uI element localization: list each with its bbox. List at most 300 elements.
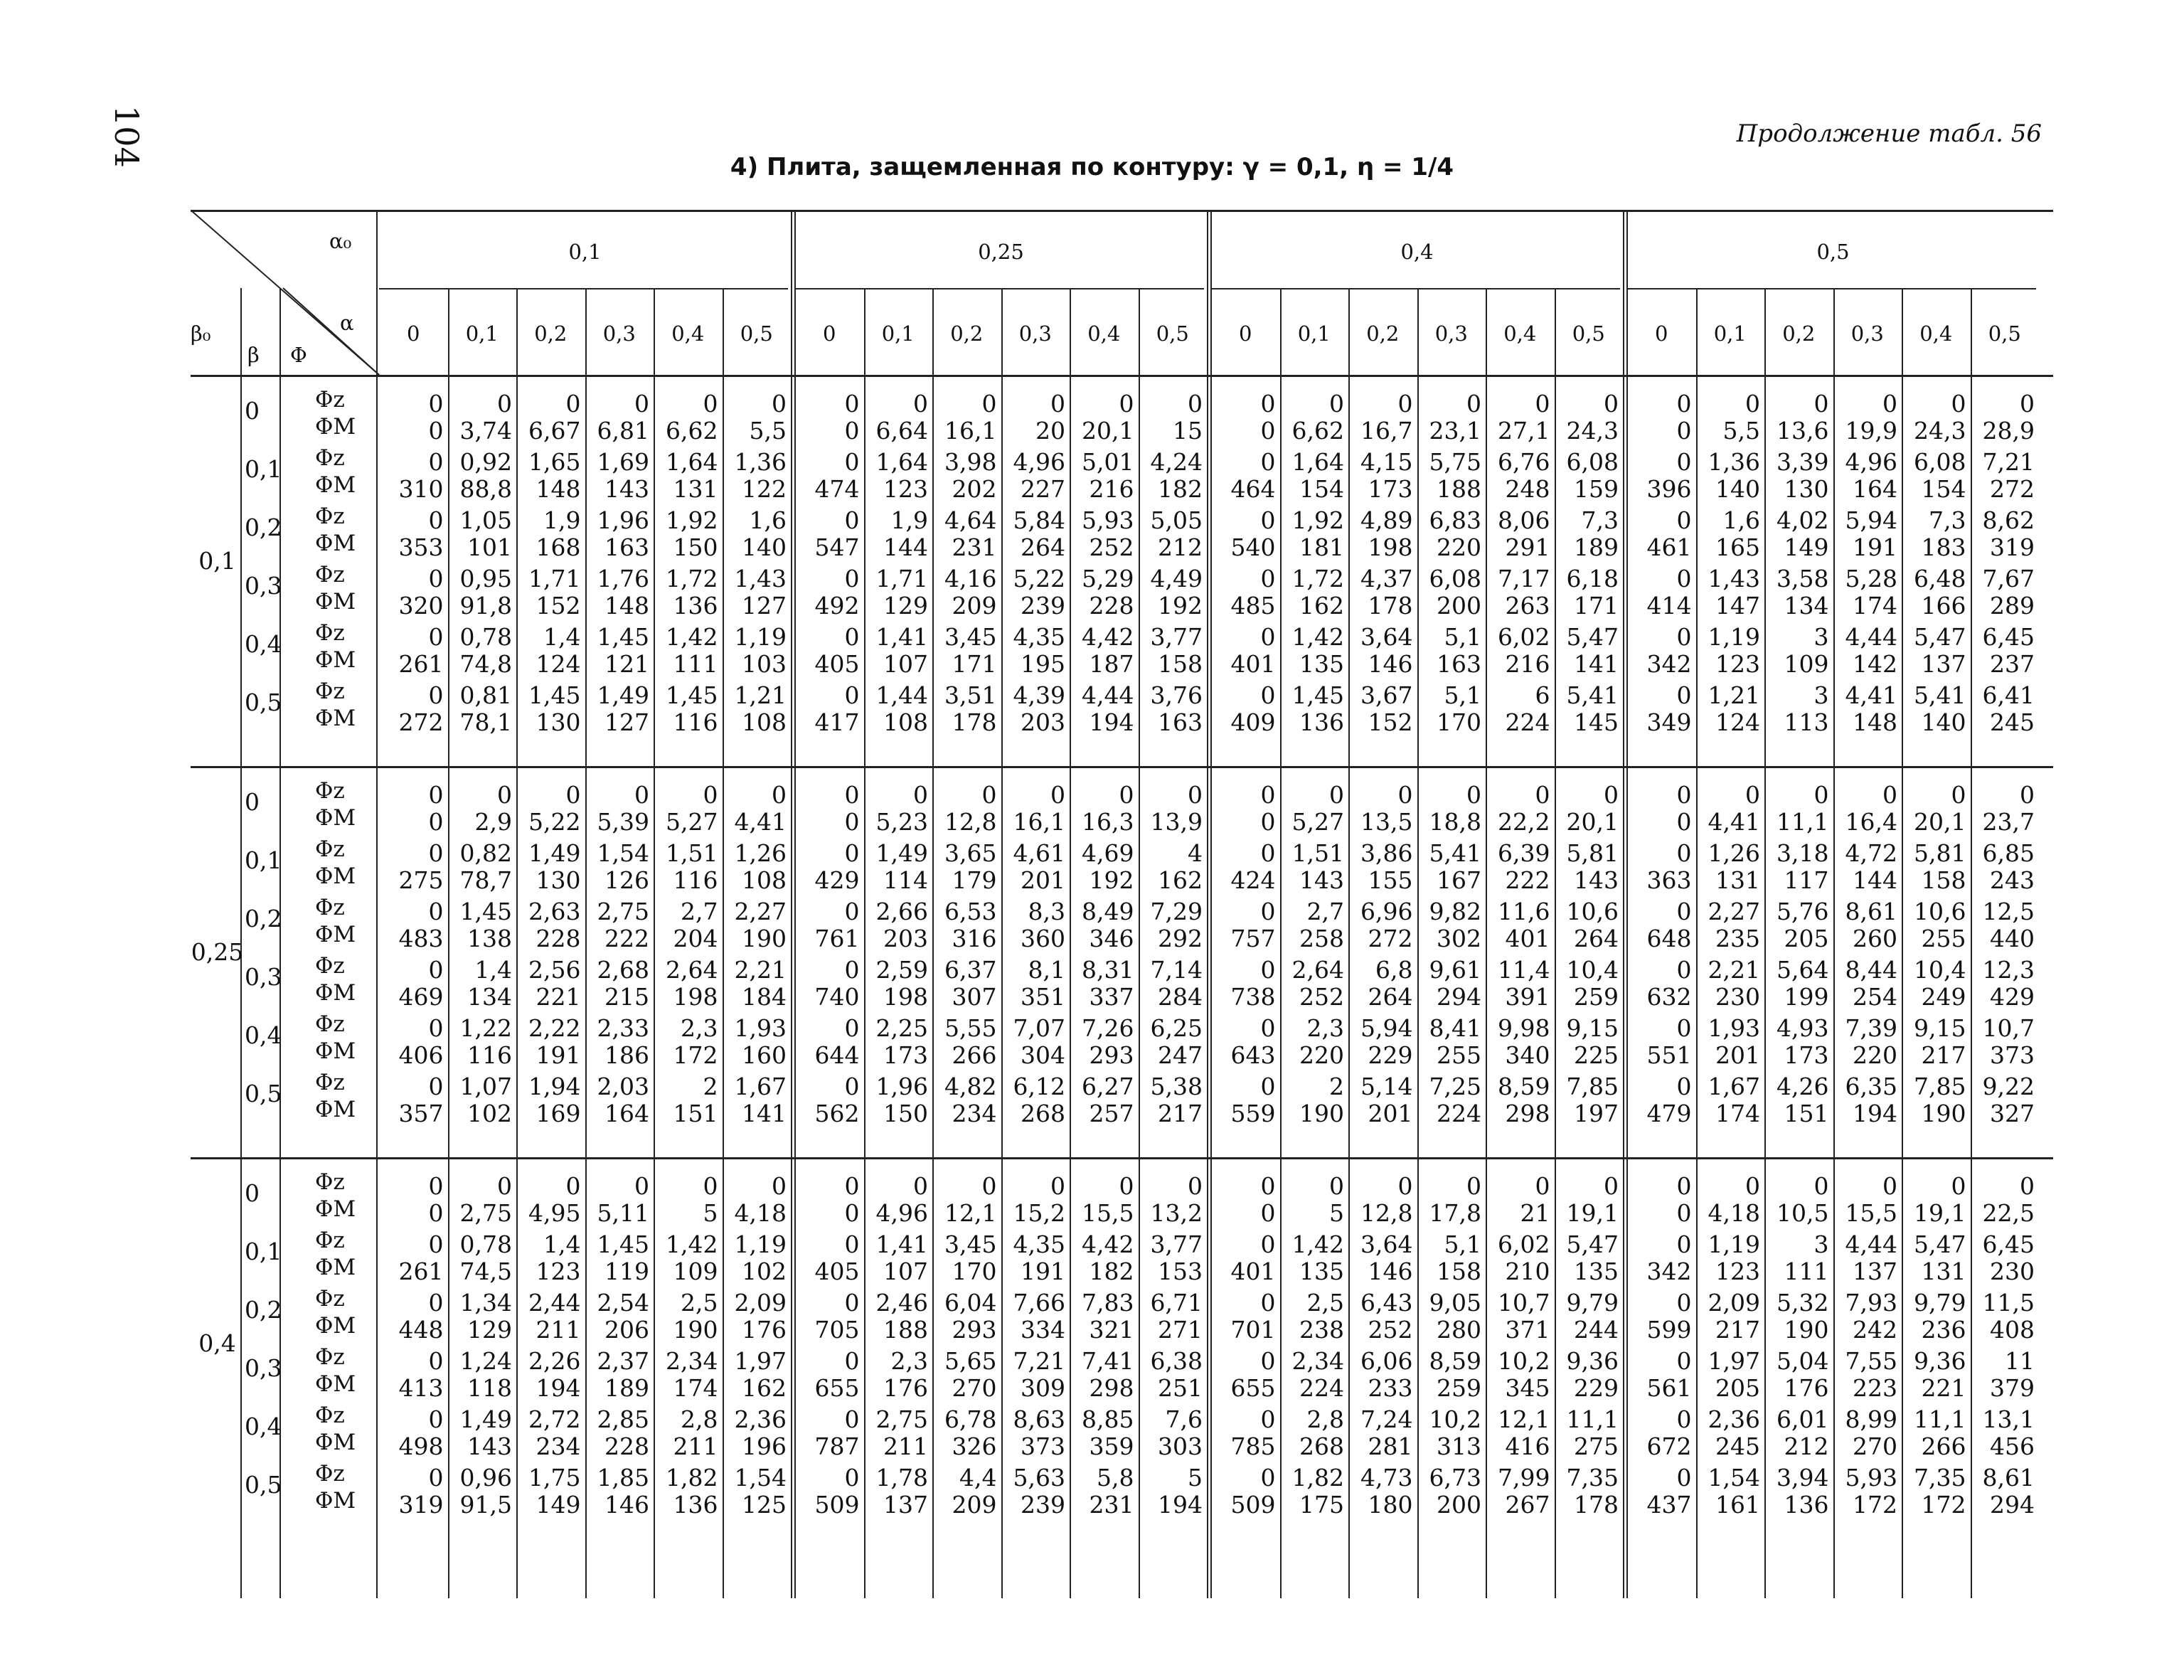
cell-phi-m: 146 — [1368, 650, 1413, 678]
cell-phi-z: 0,81 — [459, 681, 512, 709]
cell-phi-m: 143 — [1299, 866, 1344, 894]
cell-phi-z: 7,24 — [1360, 1405, 1413, 1433]
cell-phi-m: 144 — [883, 533, 928, 561]
cell-phi-z: 0 — [428, 681, 444, 709]
cell-phi-m: 114 — [883, 866, 928, 894]
cell-phi-m: 242 — [1853, 1316, 1897, 1344]
cell-phi-m: 233 — [1368, 1374, 1413, 1402]
cell-phi-m: 127 — [604, 708, 649, 736]
cell-phi-z: 4,42 — [1082, 623, 1134, 651]
phi-z-label: Φz — [315, 679, 345, 704]
cell-phi-m: 136 — [1784, 1491, 1829, 1519]
cell-phi-z: 1,94 — [528, 1073, 581, 1100]
cell-phi-z: 4,4 — [959, 1464, 997, 1492]
cell-phi-z: 5,47 — [1914, 623, 1966, 651]
cell-phi-z: 0 — [1604, 390, 1619, 418]
alpha-value: 0,4 — [671, 321, 705, 346]
cell-phi-m: 4,95 — [528, 1199, 581, 1227]
cell-phi-z: 1,76 — [597, 565, 649, 592]
cell-phi-m: 152 — [536, 592, 581, 620]
cell-phi-m: 263 — [1505, 592, 1550, 620]
rule-line — [448, 288, 449, 1598]
cell-phi-z: 5,81 — [1914, 839, 1966, 867]
phi-z-label: Φz — [315, 620, 345, 646]
rule-line — [1211, 288, 1620, 289]
cell-phi-z: 0,95 — [459, 565, 512, 592]
cell-phi-m: 212 — [1158, 533, 1203, 561]
cell-phi-z: 2,26 — [528, 1347, 581, 1375]
cell-phi-z: 0 — [772, 390, 787, 418]
cell-phi-m: 291 — [1505, 533, 1550, 561]
cell-phi-z: 0 — [565, 781, 581, 809]
cell-phi-m: 91,8 — [459, 592, 512, 620]
cell-phi-z: 6,43 — [1360, 1289, 1413, 1317]
cell-phi-z: 9,05 — [1429, 1289, 1481, 1317]
cell-phi-z: 0 — [1535, 781, 1550, 809]
cell-phi-m: 211 — [536, 1316, 581, 1344]
cell-phi-z: 0 — [844, 956, 860, 984]
cell-phi-z: 0 — [428, 898, 444, 925]
cell-phi-m: 151 — [1784, 1100, 1829, 1127]
cell-phi-z: 0 — [913, 781, 928, 809]
cell-phi-z: 1,45 — [459, 898, 512, 925]
cell-phi-z: 1,54 — [597, 839, 649, 867]
cell-phi-z: 7,66 — [1013, 1289, 1065, 1317]
cell-phi-m: 108 — [883, 708, 928, 736]
cell-phi-z: 8,99 — [1845, 1405, 1897, 1433]
cell-phi-z: 2 — [1329, 1073, 1344, 1100]
rule-line — [1764, 288, 1766, 1598]
cell-phi-m: 22,5 — [1982, 1199, 2035, 1227]
alpha-value: 0,5 — [740, 321, 773, 346]
cell-phi-z: 0 — [1329, 390, 1344, 418]
cell-phi-z: 1,36 — [734, 448, 787, 476]
cell-phi-m: 142 — [1853, 650, 1897, 678]
cell-phi-z: 0 — [1260, 1405, 1276, 1433]
cell-phi-z: 1,6 — [1722, 506, 1760, 534]
phi-m-label: ΦM — [315, 980, 356, 1006]
cell-phi-m: 251 — [1158, 1374, 1203, 1402]
cell-phi-m: 113 — [1784, 708, 1829, 736]
cell-phi-m: 134 — [1784, 592, 1829, 620]
cell-phi-m: 176 — [1784, 1374, 1829, 1402]
beta-value: 0 — [245, 1179, 260, 1207]
rule-line — [1971, 288, 1972, 1598]
cell-phi-m: 236 — [1921, 1316, 1966, 1344]
cell-phi-z: 0 — [844, 781, 860, 809]
cell-phi-m: 175 — [1299, 1491, 1344, 1519]
alpha-value: 0,2 — [534, 321, 568, 346]
cell-phi-z: 6,08 — [1914, 448, 1966, 476]
cell-phi-m: 137 — [883, 1491, 928, 1519]
cell-phi-m: 136 — [1299, 708, 1344, 736]
cell-phi-m: 248 — [1505, 475, 1550, 503]
cell-phi-z: 2,33 — [597, 1014, 649, 1042]
cell-phi-m: 101 — [467, 533, 512, 561]
cell-phi-m: 268 — [1021, 1100, 1065, 1127]
cell-phi-m: 406 — [398, 1041, 444, 1069]
cell-phi-z: 7,21 — [1982, 448, 2035, 476]
cell-phi-z: 5,22 — [1013, 565, 1065, 592]
cell-phi-z: 0 — [1745, 1172, 1760, 1200]
cell-phi-m: 199 — [1784, 983, 1829, 1011]
cell-phi-z: 6,71 — [1150, 1289, 1203, 1317]
alpha0-value: 0,1 — [568, 240, 602, 264]
cell-phi-m: 357 — [398, 1100, 444, 1127]
alpha-value: 0,2 — [1782, 321, 1816, 346]
cell-phi-z: 1,42 — [1291, 623, 1344, 651]
cell-phi-z: 4,69 — [1082, 839, 1134, 867]
cell-phi-m: 198 — [1368, 533, 1413, 561]
cell-phi-m: 158 — [1158, 650, 1203, 678]
cell-phi-m: 145 — [1574, 708, 1619, 736]
cell-phi-z: 1,67 — [734, 1073, 787, 1100]
cell-phi-m: 190 — [1921, 1100, 1966, 1127]
cell-phi-m: 540 — [1230, 533, 1276, 561]
cell-phi-z: 1,41 — [875, 623, 928, 651]
cell-phi-m: 655 — [814, 1374, 860, 1402]
cell-phi-m: 24,3 — [1566, 417, 1619, 445]
cell-phi-z: 7,3 — [1581, 506, 1619, 534]
cell-phi-m: 4,41 — [734, 808, 787, 836]
cell-phi-z: 6,35 — [1845, 1073, 1897, 1100]
cell-phi-m: 4,96 — [875, 1199, 928, 1227]
cell-phi-z: 0 — [1676, 506, 1692, 534]
cell-phi-m: 102 — [742, 1258, 787, 1285]
cell-phi-m: 740 — [814, 983, 860, 1011]
cell-phi-z: 3,64 — [1360, 1230, 1413, 1258]
cell-phi-m: 141 — [742, 1100, 787, 1127]
cell-phi-z: 0 — [772, 781, 787, 809]
cell-phi-m: 194 — [1158, 1491, 1203, 1519]
cell-phi-m: 648 — [1646, 925, 1692, 952]
cell-phi-z: 4,02 — [1777, 506, 1829, 534]
phi-z-label: Φz — [315, 1070, 345, 1095]
cell-phi-m: 360 — [1021, 925, 1065, 952]
cell-phi-m: 224 — [1299, 1374, 1344, 1402]
cell-phi-z: 7,14 — [1150, 956, 1203, 984]
cell-phi-m: 701 — [1230, 1316, 1276, 1344]
cell-phi-m: 198 — [673, 983, 718, 1011]
cell-phi-m: 123 — [536, 1258, 581, 1285]
cell-phi-m: 0 — [428, 417, 444, 445]
cell-phi-m: 130 — [1784, 475, 1829, 503]
alpha-value: 0,3 — [1850, 321, 1884, 346]
cell-phi-m: 5,22 — [528, 808, 581, 836]
cell-phi-m: 173 — [883, 1041, 928, 1069]
cell-phi-z: 1,92 — [1291, 506, 1344, 534]
cell-phi-z: 0 — [844, 1405, 860, 1433]
cell-phi-m: 479 — [1646, 1100, 1692, 1127]
cell-phi-z: 4,73 — [1360, 1464, 1413, 1492]
cell-phi-z: 6,01 — [1777, 1405, 1829, 1433]
cell-phi-z: 3,76 — [1150, 681, 1203, 709]
cell-phi-z: 2,3 — [681, 1014, 718, 1042]
rule-line — [1348, 288, 1350, 1598]
cell-phi-z: 7,3 — [1929, 506, 1966, 534]
cell-phi-m: 197 — [1574, 1100, 1619, 1127]
cell-phi-z: 0 — [1535, 1172, 1550, 1200]
cell-phi-z: 9,79 — [1566, 1289, 1619, 1317]
cell-phi-z: 5,63 — [1013, 1464, 1065, 1492]
cell-phi-z: 6,73 — [1429, 1464, 1481, 1492]
cell-phi-m: 6,62 — [666, 417, 718, 445]
cell-phi-z: 11 — [2005, 1347, 2035, 1375]
cell-phi-m: 171 — [1574, 592, 1619, 620]
cell-phi-z: 3 — [1813, 623, 1829, 651]
cell-phi-z: 9,98 — [1498, 1014, 1550, 1042]
cell-phi-m: 5,39 — [597, 808, 649, 836]
alpha-value: 0,1 — [465, 321, 499, 346]
cell-phi-m: 0 — [428, 1199, 444, 1227]
cell-phi-z: 2,27 — [734, 898, 787, 925]
cell-phi-m: 559 — [1230, 1100, 1276, 1127]
phi-m-label: ΦM — [315, 414, 356, 440]
cell-phi-z: 4,16 — [944, 565, 997, 592]
cell-phi-z: 0 — [1676, 1073, 1692, 1100]
cell-phi-m: 205 — [1715, 1374, 1760, 1402]
cell-phi-z: 4,61 — [1013, 839, 1065, 867]
cell-phi-z: 3,94 — [1777, 1464, 1829, 1492]
cell-phi-z: 0,92 — [459, 448, 512, 476]
rule-line — [516, 288, 518, 1598]
cell-phi-z: 4,64 — [944, 506, 997, 534]
cell-phi-m: 16,1 — [1013, 808, 1065, 836]
phi-m-label: ΦM — [315, 706, 356, 731]
alpha-value: 0,2 — [950, 321, 984, 346]
cell-phi-z: 7,55 — [1845, 1347, 1897, 1375]
cell-phi-z: 0 — [1260, 1014, 1276, 1042]
phi-z-label: Φz — [315, 1403, 345, 1428]
cell-phi-m: 228 — [536, 925, 581, 952]
cell-phi-z: 3,18 — [1777, 839, 1829, 867]
cell-phi-m: 19,1 — [1914, 1199, 1966, 1227]
cell-phi-m: 28,9 — [1982, 417, 2035, 445]
cell-phi-z: 10,4 — [1566, 956, 1619, 984]
cell-phi-m: 116 — [467, 1041, 512, 1069]
cell-phi-m: 201 — [1021, 866, 1065, 894]
phi-z-label: Φz — [315, 387, 345, 413]
cell-phi-z: 0,82 — [459, 839, 512, 867]
cell-phi-m: 271 — [1158, 1316, 1203, 1344]
phi-z-label: Φz — [315, 778, 345, 804]
cell-phi-z: 2,22 — [528, 1014, 581, 1042]
cell-phi-m: 103 — [742, 650, 787, 678]
cell-phi-m: 0 — [844, 417, 860, 445]
beta-value: 0,4 — [245, 1021, 282, 1049]
cell-phi-z: 2,3 — [890, 1347, 928, 1375]
cell-phi-m: 6,67 — [528, 417, 581, 445]
cell-phi-z: 2,64 — [666, 956, 718, 984]
cell-phi-m: 264 — [1368, 983, 1413, 1011]
cell-phi-m: 117 — [1784, 866, 1829, 894]
cell-phi-m: 209 — [952, 592, 997, 620]
cell-phi-z: 2,36 — [1708, 1405, 1760, 1433]
cell-phi-m: 188 — [883, 1316, 928, 1344]
alpha0-label: α₀ — [329, 229, 352, 253]
phi-m-label: ΦM — [315, 863, 356, 889]
cell-phi-z: 2,72 — [528, 1405, 581, 1433]
cell-phi-z: 0 — [428, 781, 444, 809]
cell-phi-m: 158 — [1921, 866, 1966, 894]
cell-phi-m: 264 — [1574, 925, 1619, 952]
cell-phi-m: 170 — [1437, 708, 1481, 736]
cell-phi-m: 235 — [1715, 925, 1760, 952]
cell-phi-z: 5,8 — [1097, 1464, 1134, 1492]
cell-phi-z: 1,45 — [597, 1230, 649, 1258]
cell-phi-z: 1,19 — [734, 623, 787, 651]
cell-phi-z: 3 — [1813, 681, 1829, 709]
alpha-label: α — [340, 311, 354, 335]
rule-line — [1207, 210, 1208, 1598]
cell-phi-m: 211 — [883, 1432, 928, 1460]
cell-phi-z: 0 — [1676, 1405, 1692, 1433]
rule-line — [1696, 288, 1698, 1598]
beta0-label: β₀ — [191, 321, 211, 346]
cell-phi-z: 0 — [428, 448, 444, 476]
cell-phi-z: 1,64 — [1291, 448, 1344, 476]
cell-phi-m: 182 — [1158, 475, 1203, 503]
cell-phi-m: 172 — [673, 1041, 718, 1069]
cell-phi-m: 292 — [1158, 925, 1203, 952]
cell-phi-z: 0 — [1676, 1230, 1692, 1258]
cell-phi-z: 0 — [844, 1464, 860, 1492]
cell-phi-z: 1,93 — [734, 1014, 787, 1042]
cell-phi-m: 464 — [1230, 475, 1276, 503]
cell-phi-m: 655 — [1230, 1374, 1276, 1402]
cell-phi-m: 424 — [1230, 866, 1276, 894]
cell-phi-z: 0 — [844, 1014, 860, 1042]
cell-phi-z: 0 — [1604, 1172, 1619, 1200]
cell-phi-z: 2,5 — [681, 1289, 718, 1317]
cell-phi-z: 7,25 — [1429, 1073, 1481, 1100]
cell-phi-m: 189 — [1574, 533, 1619, 561]
cell-phi-z: 0 — [1466, 781, 1481, 809]
cell-phi-m: 5,5 — [749, 417, 787, 445]
cell-phi-z: 7,35 — [1914, 1464, 1966, 1492]
cell-phi-m: 134 — [467, 983, 512, 1011]
phi-m-label: ΦM — [315, 531, 356, 556]
cell-phi-m: 0 — [428, 808, 444, 836]
cell-phi-z: 0 — [844, 623, 860, 651]
cell-phi-z: 0 — [2020, 1172, 2035, 1200]
cell-phi-z: 5,05 — [1150, 506, 1203, 534]
cell-phi-m: 0 — [1260, 1199, 1276, 1227]
cell-phi-z: 6,08 — [1566, 448, 1619, 476]
rule-line — [794, 210, 796, 1598]
cell-phi-m: 705 — [814, 1316, 860, 1344]
cell-phi-m: 259 — [1574, 983, 1619, 1011]
cell-phi-m: 194 — [1853, 1100, 1897, 1127]
cell-phi-m: 345 — [1505, 1374, 1550, 1402]
cell-phi-m: 223 — [1853, 1374, 1897, 1402]
cell-phi-m: 20,1 — [1914, 808, 1966, 836]
cell-phi-m: 124 — [1715, 708, 1760, 736]
table-continuation-caption: Продолжение табл. 56 — [1736, 119, 2042, 148]
cell-phi-m: 146 — [1368, 1258, 1413, 1285]
cell-phi-z: 6 — [1535, 681, 1550, 709]
cell-phi-z: 1,82 — [666, 1464, 718, 1492]
cell-phi-m: 200 — [1437, 592, 1481, 620]
cell-phi-m: 266 — [952, 1041, 997, 1069]
cell-phi-z: 0 — [1260, 565, 1276, 592]
cell-phi-m: 220 — [1437, 533, 1481, 561]
cell-phi-z: 0 — [428, 1230, 444, 1258]
cell-phi-m: 244 — [1574, 1316, 1619, 1344]
cell-phi-z: 0 — [1676, 1172, 1692, 1200]
rule-line — [795, 288, 1204, 289]
cell-phi-z: 8,59 — [1429, 1347, 1481, 1375]
cell-phi-m: 5 — [1329, 1199, 1344, 1227]
cell-phi-z: 3,39 — [1777, 448, 1829, 476]
beta0-value: 0,4 — [198, 1329, 236, 1357]
cell-phi-z: 0 — [1676, 623, 1692, 651]
cell-phi-m: 416 — [1505, 1432, 1550, 1460]
phi-m-label: ΦM — [315, 1313, 356, 1339]
phi-m-label: ΦM — [315, 1097, 356, 1122]
cell-phi-z: 0 — [844, 1172, 860, 1200]
cell-phi-m: 173 — [1368, 475, 1413, 503]
cell-phi-m: 183 — [1921, 533, 1966, 561]
cell-phi-z: 1,19 — [1708, 1230, 1760, 1258]
cell-phi-m: 222 — [604, 925, 649, 952]
cell-phi-z: 1,24 — [459, 1347, 512, 1375]
phi-z-label: Φz — [315, 836, 345, 862]
cell-phi-z: 4 — [1188, 839, 1203, 867]
cell-phi-m: 243 — [1990, 866, 2035, 894]
cell-phi-m: 16,4 — [1845, 808, 1897, 836]
cell-phi-z: 5,1 — [1444, 1230, 1481, 1258]
cell-phi-z: 0 — [1397, 781, 1413, 809]
cell-phi-m: 2,75 — [459, 1199, 512, 1227]
beta-value: 0 — [245, 788, 260, 816]
cell-phi-z: 0 — [1676, 448, 1692, 476]
cell-phi-z: 6,41 — [1982, 681, 2035, 709]
beta-value: 0,1 — [245, 455, 282, 483]
cell-phi-z: 4,89 — [1360, 506, 1413, 534]
cell-phi-m: 202 — [952, 475, 997, 503]
cell-phi-z: 2,09 — [1708, 1289, 1760, 1317]
cell-phi-z: 0 — [1260, 1464, 1276, 1492]
cell-phi-z: 11,1 — [1566, 1405, 1619, 1433]
cell-phi-z: 0,78 — [459, 623, 512, 651]
table-subtitle: 4) Плита, защемленная по контуру: γ = 0,1, η = 1/4 — [730, 153, 1454, 181]
cell-phi-m: 405 — [814, 650, 860, 678]
cell-phi-z: 1,72 — [666, 565, 718, 592]
cell-phi-m: 298 — [1089, 1374, 1134, 1402]
cell-phi-m: 168 — [536, 533, 581, 561]
cell-phi-m: 562 — [814, 1100, 860, 1127]
cell-phi-z: 0 — [428, 390, 444, 418]
cell-phi-z: 0 — [913, 390, 928, 418]
cell-phi-z: 11,4 — [1498, 956, 1550, 984]
page-number: 104 — [107, 105, 146, 168]
cell-phi-z: 6,18 — [1566, 565, 1619, 592]
cell-phi-m: 192 — [1089, 866, 1134, 894]
cell-phi-m: 309 — [1021, 1374, 1065, 1402]
cell-phi-m: 130 — [536, 708, 581, 736]
cell-phi-m: 180 — [1368, 1491, 1413, 1519]
cell-phi-m: 509 — [814, 1491, 860, 1519]
cell-phi-z: 0 — [428, 1464, 444, 1492]
cell-phi-z: 7,35 — [1566, 1464, 1619, 1492]
cell-phi-z: 8,61 — [1982, 1464, 2035, 1492]
cell-phi-z: 0 — [1676, 898, 1692, 925]
cell-phi-z: 2,21 — [1708, 956, 1760, 984]
cell-phi-m: 149 — [536, 1491, 581, 1519]
phi-m-label: ΦM — [315, 589, 356, 615]
cell-phi-z: 0 — [1951, 1172, 1966, 1200]
